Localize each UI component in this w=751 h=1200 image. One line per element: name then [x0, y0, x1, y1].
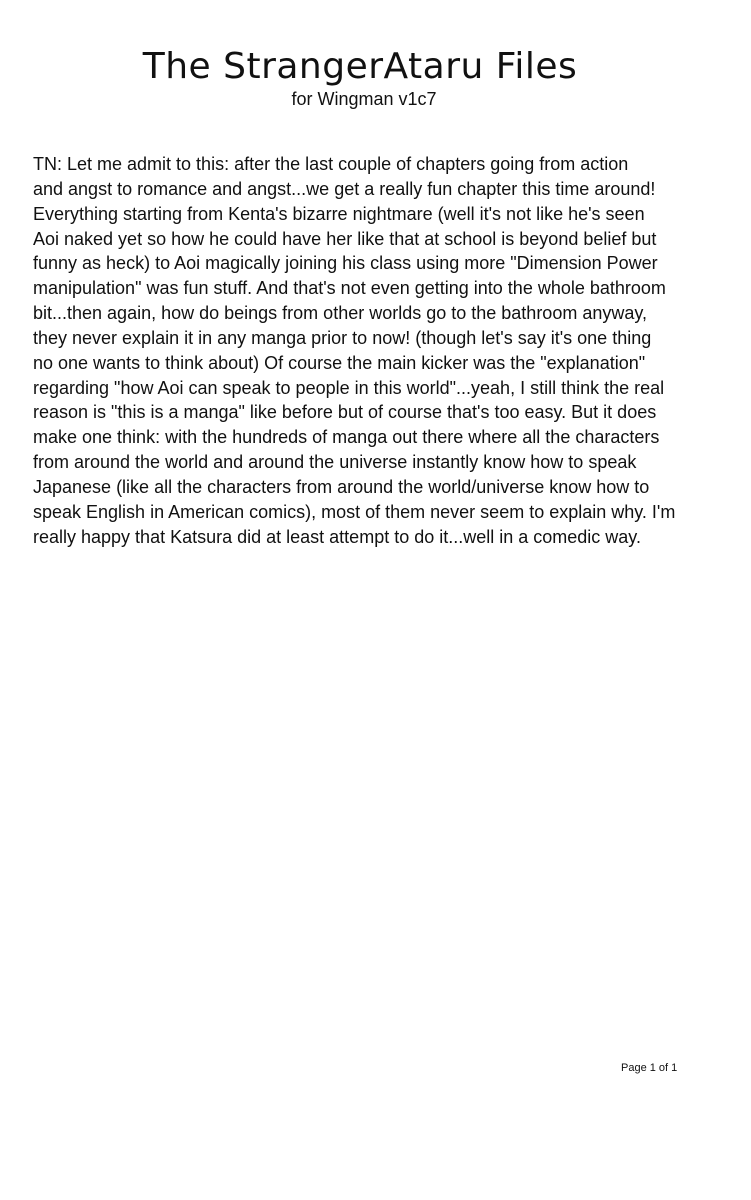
note-line: manipulation" was fun stuff. And that's not even getting into the whole bathroom — [33, 278, 666, 299]
note-line: regarding "how Aoi can speak to people in this world"...yeah, I still think the real — [33, 377, 665, 398]
note-line: bit...then again, how do beings from other worlds go to the bathroom anyway, — [33, 303, 648, 324]
note-line: Everything starting from Kenta's bizarre nightmare (well it's not like he's seen — [33, 203, 645, 224]
translator-note — [33, 152, 723, 550]
note-line: reason is "this is a manga" like before but of course that's too easy. But it does — [33, 402, 657, 423]
note-line: no one wants to think about) Of course the main kicker was the "explanation" — [33, 352, 646, 373]
note-line: really happy that Katsura did at least attempt to do it...well in a comedic way. — [33, 526, 641, 547]
note-line: and angst to romance and angst...we get a really fun chapter this time around! — [33, 178, 656, 199]
note-line: TN: Let me admit to this: after the last couple of chapters going from action — [33, 154, 629, 174]
note-line: Japanese (like all the characters from around the world/universe know how to — [33, 476, 650, 497]
note-line: they never explain it in any manga prior to now! (though let's say it's one thing — [33, 327, 652, 348]
document-title: The StrangerAtaru Files — [142, 46, 578, 87]
page-number: Page 1 of 1 — [621, 1062, 678, 1074]
note-line: funny as heck) to Aoi magically joining his class using more "Dimension Power — [33, 253, 658, 274]
note-line: from around the world and around the universe instantly know how to speak — [33, 452, 637, 473]
note-line: make one think: with the hundreds of manga out there where all the characters — [33, 427, 660, 448]
document-subtitle: for Wingman v1c7 — [291, 89, 437, 109]
note-line: speak English in American comics), most of them never seem to explain why. I'm — [33, 501, 676, 522]
note-line: Aoi naked yet so how he could have her like that at school is beyond belief but — [33, 228, 657, 249]
